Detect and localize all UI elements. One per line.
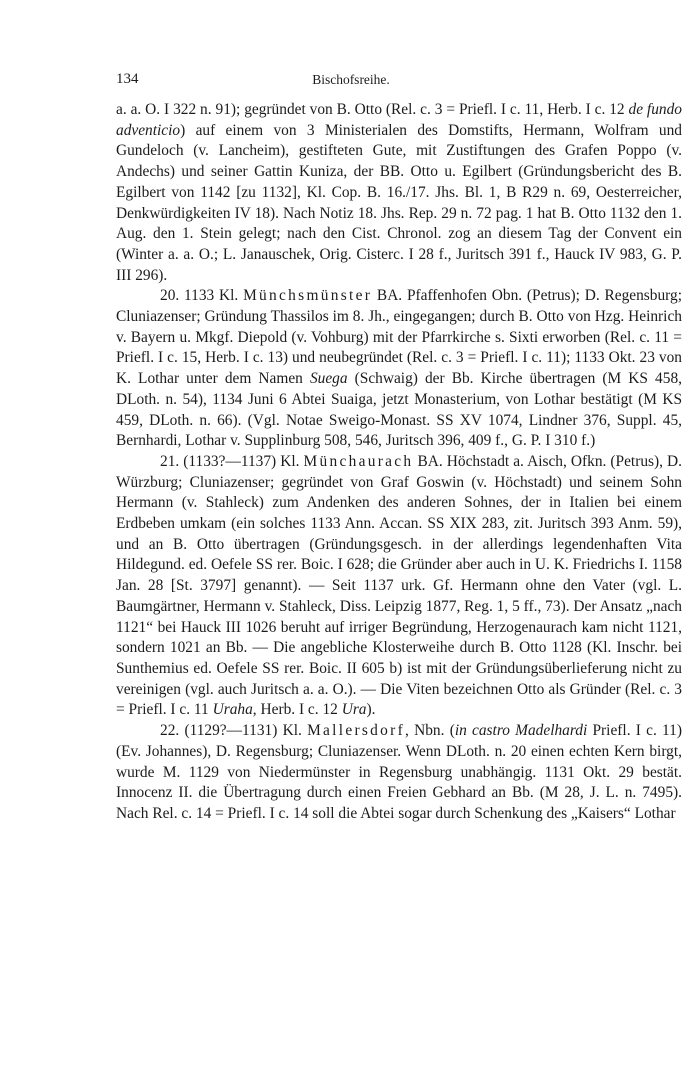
italic-run: Uraha xyxy=(212,701,253,719)
text-run: , Herb. I c. 12 xyxy=(252,701,342,719)
paragraph-p2 xyxy=(116,286,682,452)
text-run: 20. 1133 Kl. xyxy=(160,287,244,305)
running-title: Bischofsreihe. xyxy=(312,72,390,87)
place-name: Münchsmünster xyxy=(243,287,373,305)
page-number: 134 xyxy=(116,71,139,87)
text-run: 22. (1129?—1131) Kl. xyxy=(160,722,308,740)
italic-run: Suega xyxy=(309,370,348,388)
italic-run: de fundo adventicio xyxy=(116,101,682,139)
italic-run: in castro Madelhardi xyxy=(454,722,588,740)
text-run: , Nbn. ( xyxy=(405,722,455,740)
page-header xyxy=(116,71,586,91)
place-name: Mallersdorf xyxy=(307,722,406,740)
text-run: (Schwaig) der Bb. Kirche übertragen (M KS 458, DLoth. n. 54), 1134 Juni 6 Abtei Suaiga, jetzt Monasterium, von Lothar bestätigt (M KS 459, DLoth. n. 66). (Vgl. Notae Sweigo-Monast. SS XV 1074, Lindner 376, Suppl. 45, Bernhardi, Lothar v. Supplinburg 508, 546, Juritsch 396, 409 f., G. P. I 310 f.) xyxy=(116,370,682,450)
text-run: a. a. O. I 322 n. 91); gegründet von B. Otto (Rel. c. 3 = Priefl. I c. 11, Herb. I c. 12 xyxy=(116,101,629,118)
paragraph-p3 xyxy=(116,452,682,721)
text-run: ) auf einem von 3 Ministerialen des Domstifts, Hermann, Wolfram und Gundeloch (v. Lancheim), gestifteten Gute, mit Zustiftungen des Grafen Poppo (v. Andechs) und seiner Gattin Kuniza, der BB. Otto u. Egilbert (Gründungsbericht des B. Egilbert von 1142 [zu 1132], Kl. Cop. B. 16./17. Jhs. Bl. 1, B R29 n. 69, Oesterreicher, Denkwürdigkeiten IV 18). Nach Notiz 18. Jhs. Rep. 29 n. 72 pag. 1 hat B. Otto 1132 den 1. Aug. den 1. Stein gelegt; nach den Cist. Chronol. zog an diesem Tag der Convent ein (Winter a. a. O.; L. Janauschek, Orig. Cisterc. I 28 f., Juritsch 391 f., Hauck IV 983, G. P. III 296). xyxy=(116,121,682,284)
body-text xyxy=(116,100,682,825)
text-run: BA. Höchstadt a. Aisch, Ofkn. (Petrus), D. Würzburg; Cluniazenser; gegründet von Graf Goswin (v. Höchstadt) und seinem Sohn Hermann (v. Stahleck) zum Andenken des anderen Sohnes, der in Italien bei einem Erdbeben umkam (ein solches 1133 Ann. Accan. SS XIX 283, zit. Juritsch 393 Anm. 59), und an B. Otto übertragen (Gründungsgesch. in der allerdings legendenhaften Vita Hildegund. ed. Oefele SS rer. Boic. I 628; die Gründer aber auch in U. K. Friedrichs I. 1158 Jan. 28 [St. 3797] genannt). — Seit 1137 urk. Gf. Hermann ohne den Vater (vgl. L. Baumgärtner, Hermann v. Stahleck, Diss. Leipzig 1877, Reg. 1, 5 ff., 73). Der Ansatz „nach 1121“ bei Hauck III 1026 beruht auf irriger Begründung, Herzogenaurach kam nicht 1121, sondern 1021 an Bb. — Die angebliche Klosterweihe durch B. Otto 1128 (Kl. Inschr. bei Sunthemius ed. Oefele SS rer. Boic. II 605 b) ist mit der Gründungsüberlieferung nicht zu vereinigen (vgl. auch Juritsch a. a. O.). — Die Viten bezeichnen Otto als Gründer (Rel. c. 3 = Priefl. I c. 11 xyxy=(116,452,682,719)
text-run: ). xyxy=(366,701,376,719)
text-run: Priefl. I c. 11) (Ev. Johannes), D. Regensburg; Cluniazenser. Wenn DLoth. n. 20 einen echten Kern birgt, wurde M. 1129 von Niedermünster in Regensburg unabhängig. 1131 Okt. 29 bestät. Innocenz II. die Übertragung durch einen Freien Gebhard an Bb. (M 28, J. L. n. 7495). Nach Rel. c. 14 = Priefl. I c. 14 soll die Abtei sogar durch Schenkung des „Kaisers“ Lothar xyxy=(116,722,682,822)
paragraph-p1 xyxy=(116,100,682,286)
paragraph-p4 xyxy=(116,721,682,825)
italic-run: Ura xyxy=(341,701,367,719)
text-run: BA. Pfaffenhofen Obn. (Petrus); D. Regensburg; Cluniazenser; Gründung Thassilos im 8. Jh., eingegangen; durch B. Otto von Hzg. Heinrich v. Bayern u. Mkgf. Diepold (v. Vohburg) mit der Pfarrkirche s. Sixti erworben (Rel. c. 11 = Priefl. I c. 15, Herb. I c. 13) und neubegründet (Rel. c. 3 = Priefl. I c. 11); 1133 Okt. 23 von K. Lothar unter dem Namen xyxy=(116,287,682,388)
text-run: 21. (1133?—1137) Kl. xyxy=(160,452,304,470)
place-name: Münchaurach xyxy=(303,452,414,470)
